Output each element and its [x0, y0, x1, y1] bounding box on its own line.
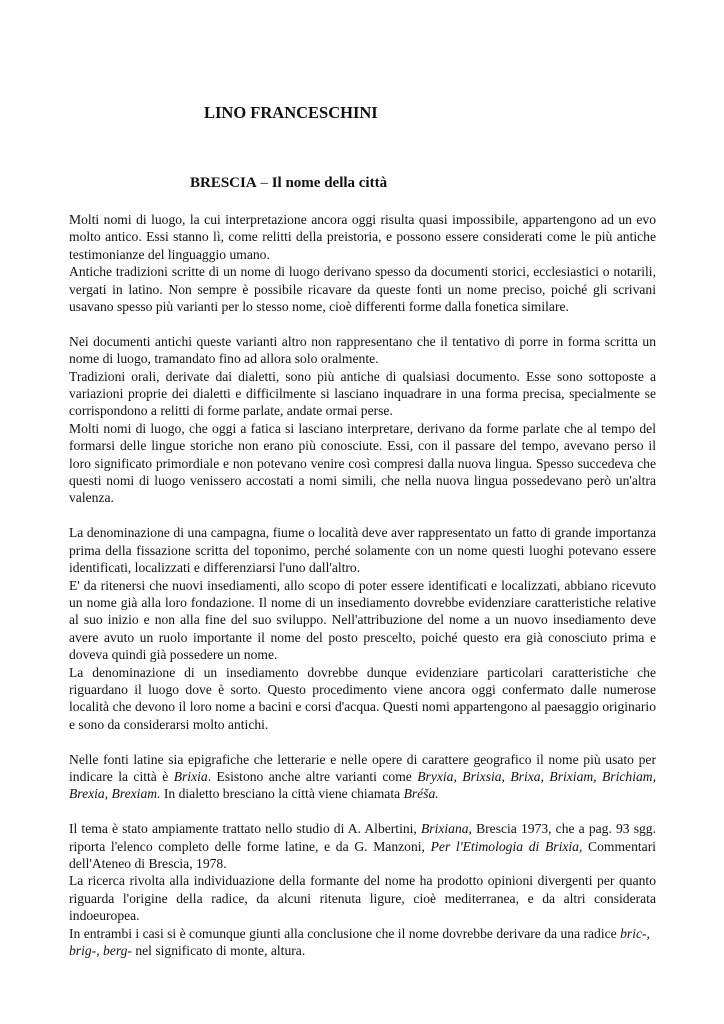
- book-title: Brixiana: [420, 821, 469, 837]
- title-dash: –: [256, 175, 272, 191]
- document-body: [69, 211, 656, 959]
- article-title: Per l'Etimologia di Brixia,: [430, 838, 583, 854]
- paragraph: La denominazione di un insediamento dovrebbe dunque evidenziare particolari caratteristiche che riguardano il luogo dove è sorto. Questo procedimento viene ancora oggi confermato dalle numerose località che devono il loro nome a bacini e corsi d'acqua. Questi nomi appartengono al paesaggio originario e sono da considerarsi molto antichi.: [69, 664, 656, 732]
- text-run: nel significato di monte, altura.: [131, 943, 306, 958]
- paragraph: Tradizioni orali, derivate dai dialetti, sono più antiche di qualsiasi documento. Esse sono sottoposte a variazioni proprie dei dialetti e difficilmente si lasciano inquadrare in una forma precisa, specialmente se corrispondono a relitti di forme parlate, andate ormai perse.: [69, 368, 656, 419]
- paragraph: E' da ritenersi che nuovi insediamenti, allo scopo di poter essere identificati e localizzati, abbiano ricevuto un nome già alla loro fondazione. Il nome di un insediamento dovrebbe evidenziare caratteristiche relative al suo inizio e non alla fine del suo sviluppo. Nell'attribuzione del nome a un nuovo insediamento deve avere avuto un ruolo importante il nome del posto prescelto, poiché questo era già conosciuto prima e doveva quindi già possedere un nome.: [69, 577, 656, 663]
- paragraph-latin-sources: [69, 751, 656, 803]
- text-run: Il tema è stato ampiamente trattato nello studio di A. Albertini,: [69, 821, 421, 837]
- paragraph: Antiche tradizioni scritte di un nome di luogo derivano spesso da documenti storici, ecclesiastici o notarili, vergati in latino. Non sempre è possibile ricavare da queste fonti un nome preciso, poiché gli scrivani usavano spesso più varianti per lo stesso nome, cioè differenti forme dalla fonetica similare.: [69, 264, 656, 315]
- paragraph: La ricerca rivolta alla individuazione della formante del nome ha prodotto opinioni divergenti per quanto riguarda l'origine della radice, da alcuni ritenuta ligure, cioè mediterranea, e da altri considerata indoeuropea.: [69, 873, 656, 924]
- text-run: In entrambi i casi si è comunque giunti alla conclusione che il nome dovrebbe derivare da una radice: [69, 925, 621, 941]
- author-name: LINO FRANCESCHINI: [204, 103, 378, 122]
- latin-variants: Bryxia, Brixsia, Brixa, Brixiam, Brichiam, Brexia, Brexiam.: [69, 768, 656, 802]
- paragraph: Molti nomi di luogo, la cui interpretazione ancora oggi risulta quasi impossibile, appartengono ad un evo molto antico. Essi stanno lì, come relitti della preistoria, e possono essere considerati come le più antiche testimonianze del linguaggio umano.: [69, 212, 656, 262]
- text-run: In dialetto bresciano la città viene chiamata: [160, 786, 404, 802]
- paragraph: Nei documenti antichi queste varianti altro non rappresentano che il tentativo di porre in forma scritta un nome di luogo, tramandato fino ad allora solo oralmente.: [69, 333, 656, 367]
- latin-name: Brixia: [173, 768, 208, 784]
- paragraph: La denominazione di una campagna, fiume o località deve aver rappresentato un fatto di grande importanza prima della fissazione scritta del toponimo, perché solamente con un nome questi luoghi potevano essere identificati, localizzati e differenziarsi l'uno dall'altro.: [69, 525, 656, 576]
- title-city: BRESCIA: [190, 175, 257, 191]
- paragraph-references: [69, 820, 656, 872]
- paragraph: Molti nomi di luogo, che oggi a fatica si lasciano interpretare, derivano da forme parlate che al tempo del formarsi delle lingue storiche non erano più conosciute. Essi, con il passare del tempo, avevano perso il loro significato primordiale e non potevano venire così compresi dalla nuova lingua. Spesso succedeva che questi nomi di luogo venissero accostati a nomi simili, che nella nuova lingua possedevano però un'altra valenza.: [69, 420, 656, 506]
- dialect-name: Bréša.: [403, 786, 439, 802]
- document-title: [190, 175, 387, 192]
- text-run: , Brescia 1973, che a pag. 93 sgg. riporta l'elenco completo delle forme latine, e da G. Manzoni,: [69, 821, 656, 854]
- text-run: . Esistono anche altre varianti come: [207, 768, 418, 784]
- text-run: Commentari dell'Ateneo di Brescia, 1978.: [69, 838, 656, 871]
- title-subtitle: Il nome della città: [271, 175, 388, 191]
- root-forms: bric-, brig-, berg-: [69, 925, 650, 958]
- paragraph-conclusion: [69, 925, 656, 960]
- text-run: Nelle fonti latine sia epigrafiche che letterarie e nelle opere di carattere geografico il nome più usato per indicare la città è: [69, 751, 656, 784]
